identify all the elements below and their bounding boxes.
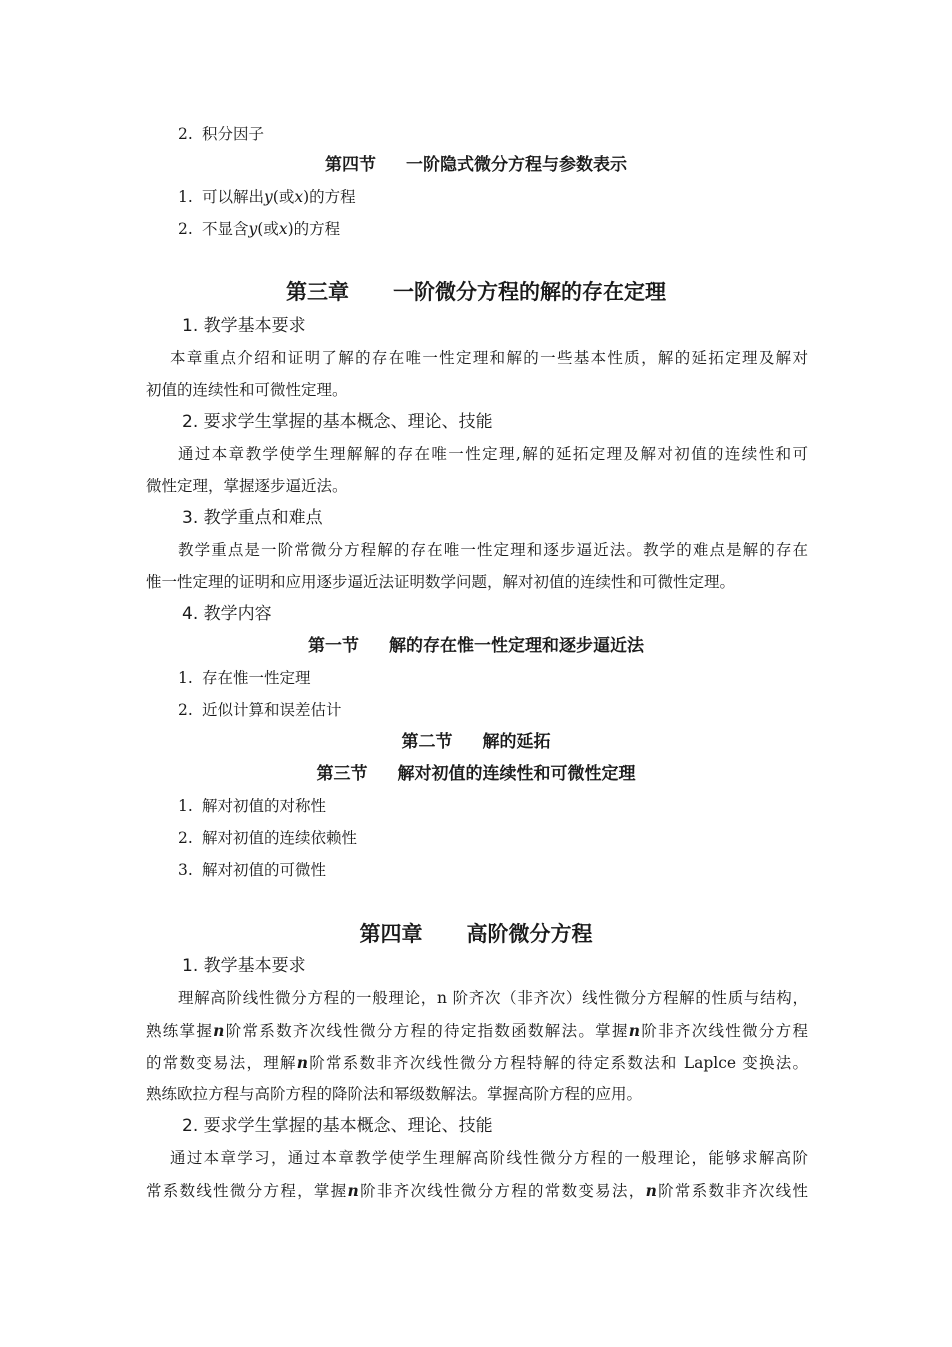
section-heading (0, 157, 952, 174)
math-var-x: x (278, 220, 288, 238)
chapter-heading (0, 282, 952, 303)
list-text: 可以解出 (202, 188, 265, 206)
section-heading (0, 734, 952, 751)
paragraph-line: 熟练欧拉方程与高阶方程的降阶法和幂级数解法。掌握高阶方程的应用。 (146, 1085, 643, 1103)
list-text: 解对初值的可微性 (202, 861, 327, 879)
text-run: 的常数变易法，理解 (146, 1054, 297, 1072)
math-var-n: n (628, 1021, 641, 1040)
list-text: 存在惟一性定理 (202, 669, 311, 687)
subheading: 1. 教学基本要求 (182, 316, 306, 336)
math-var-y: y (248, 220, 258, 238)
list-number: 2. (178, 829, 193, 847)
paragraph-line: 惟一性定理的证明和应用逐步逼近法证明数学问题，解对初值的连续性和可微性定理。 (146, 573, 736, 591)
list-item (178, 863, 326, 879)
section-title: 解的存在惟一性定理和逐步逼近法 (389, 636, 644, 656)
list-text: )的方程 (287, 220, 341, 238)
list-number: 1. (178, 669, 193, 687)
list-number: 2. (178, 220, 193, 238)
list-text: 积分因子 (202, 125, 265, 143)
section-heading (0, 638, 952, 655)
list-text: (或 (257, 220, 279, 238)
list-item (178, 799, 326, 815)
paragraph-line: 初值的连续性和可微性定理。 (146, 381, 348, 399)
list-number: 2. (178, 125, 193, 143)
subheading: 3. 教学重点和难点 (182, 508, 323, 528)
list-text: 近似计算和误差估计 (202, 701, 342, 719)
chapter-title: 高阶微分方程 (466, 922, 593, 946)
section-title: 解的延拓 (482, 732, 551, 752)
chapter-heading (0, 924, 952, 945)
paragraph-line (146, 1023, 808, 1040)
text-run: 阶常系数齐次线性微分方程的待定指数函数解法。掌握 (224, 1022, 629, 1040)
list-item (178, 127, 264, 143)
list-text: (或 (272, 188, 295, 206)
list-text: 解对初值的对称性 (202, 797, 327, 815)
list-item (178, 222, 340, 238)
math-var-y: y (264, 188, 273, 206)
list-item (178, 190, 356, 206)
paragraph-line: 通过本章学习，通过本章教学使学生理解高阶线性微分方程的一般理论，能够求解高阶 (170, 1149, 808, 1167)
chapter-title: 一阶微分方程的解的存在定理 (393, 280, 666, 304)
list-number: 3. (178, 861, 193, 879)
text-run: 阶非齐次线性微分方程的常数变易法， (358, 1182, 646, 1200)
section-heading (0, 766, 952, 783)
subheading: 2. 要求学生掌握的基本概念、理论、技能 (182, 412, 493, 432)
section-label: 第四节 (325, 155, 376, 175)
list-number: 1. (178, 188, 193, 206)
text-run: 常系数线性微分方程，掌握 (146, 1182, 348, 1200)
text-run: 阶常系数非齐次线性 (656, 1182, 808, 1200)
paragraph-line: 理解高阶线性微分方程的一般理论，n 阶齐次（非齐次）线性微分方程解的性质与结构， (178, 989, 808, 1007)
list-text: 解对初值的连续依赖性 (202, 829, 358, 847)
paragraph-line (146, 1055, 808, 1072)
paragraph-line: 通过本章教学使学生理解解的存在唯一性定理,解的延拓定理及解对初值的连续性和可 (178, 445, 808, 463)
subheading: 1. 教学基本要求 (182, 956, 306, 976)
text-run: 熟练掌握 (146, 1022, 214, 1040)
paragraph-line: 本章重点介绍和证明了解的存在唯一性定理和解的一些基本性质，解的延拓定理及解对 (170, 349, 808, 367)
math-var-n: n (347, 1181, 359, 1200)
list-item (178, 671, 311, 687)
text-run: 阶常系数非齐次线性微分方程特解的待定系数法和 Laplce 变换法。 (308, 1054, 808, 1072)
math-var-n: n (645, 1181, 657, 1200)
subheading: 2. 要求学生掌握的基本概念、理论、技能 (182, 1116, 493, 1136)
chapter-label: 第四章 (359, 922, 423, 946)
subheading: 4. 教学内容 (182, 604, 272, 624)
paragraph-line: 微性定理，掌握逐步逼近法。 (146, 477, 348, 495)
section-label: 第一节 (308, 636, 359, 656)
section-title: 解对初值的连续性和可微性定理 (397, 764, 636, 784)
list-item (178, 703, 342, 719)
math-var-x: x (294, 188, 304, 206)
list-number: 1. (178, 797, 193, 815)
math-var-n: n (213, 1021, 225, 1040)
math-var-n: n (296, 1053, 308, 1072)
paragraph-line: 教学重点是一阶常微分方程解的存在唯一性定理和逐步逼近法。教学的难点是解的存在 (178, 541, 808, 559)
paragraph-line (146, 1183, 808, 1200)
section-title: 一阶隐式微分方程与参数表示 (406, 155, 627, 175)
list-text: )的方程 (303, 188, 356, 206)
section-label: 第二节 (401, 732, 453, 752)
list-number: 2. (178, 701, 193, 719)
chapter-label: 第三章 (286, 280, 349, 304)
text-run: 阶非齐次线性微分方程 (640, 1022, 808, 1040)
section-label: 第三节 (316, 764, 368, 784)
list-text: 不显含 (202, 220, 249, 238)
list-item (178, 831, 357, 847)
